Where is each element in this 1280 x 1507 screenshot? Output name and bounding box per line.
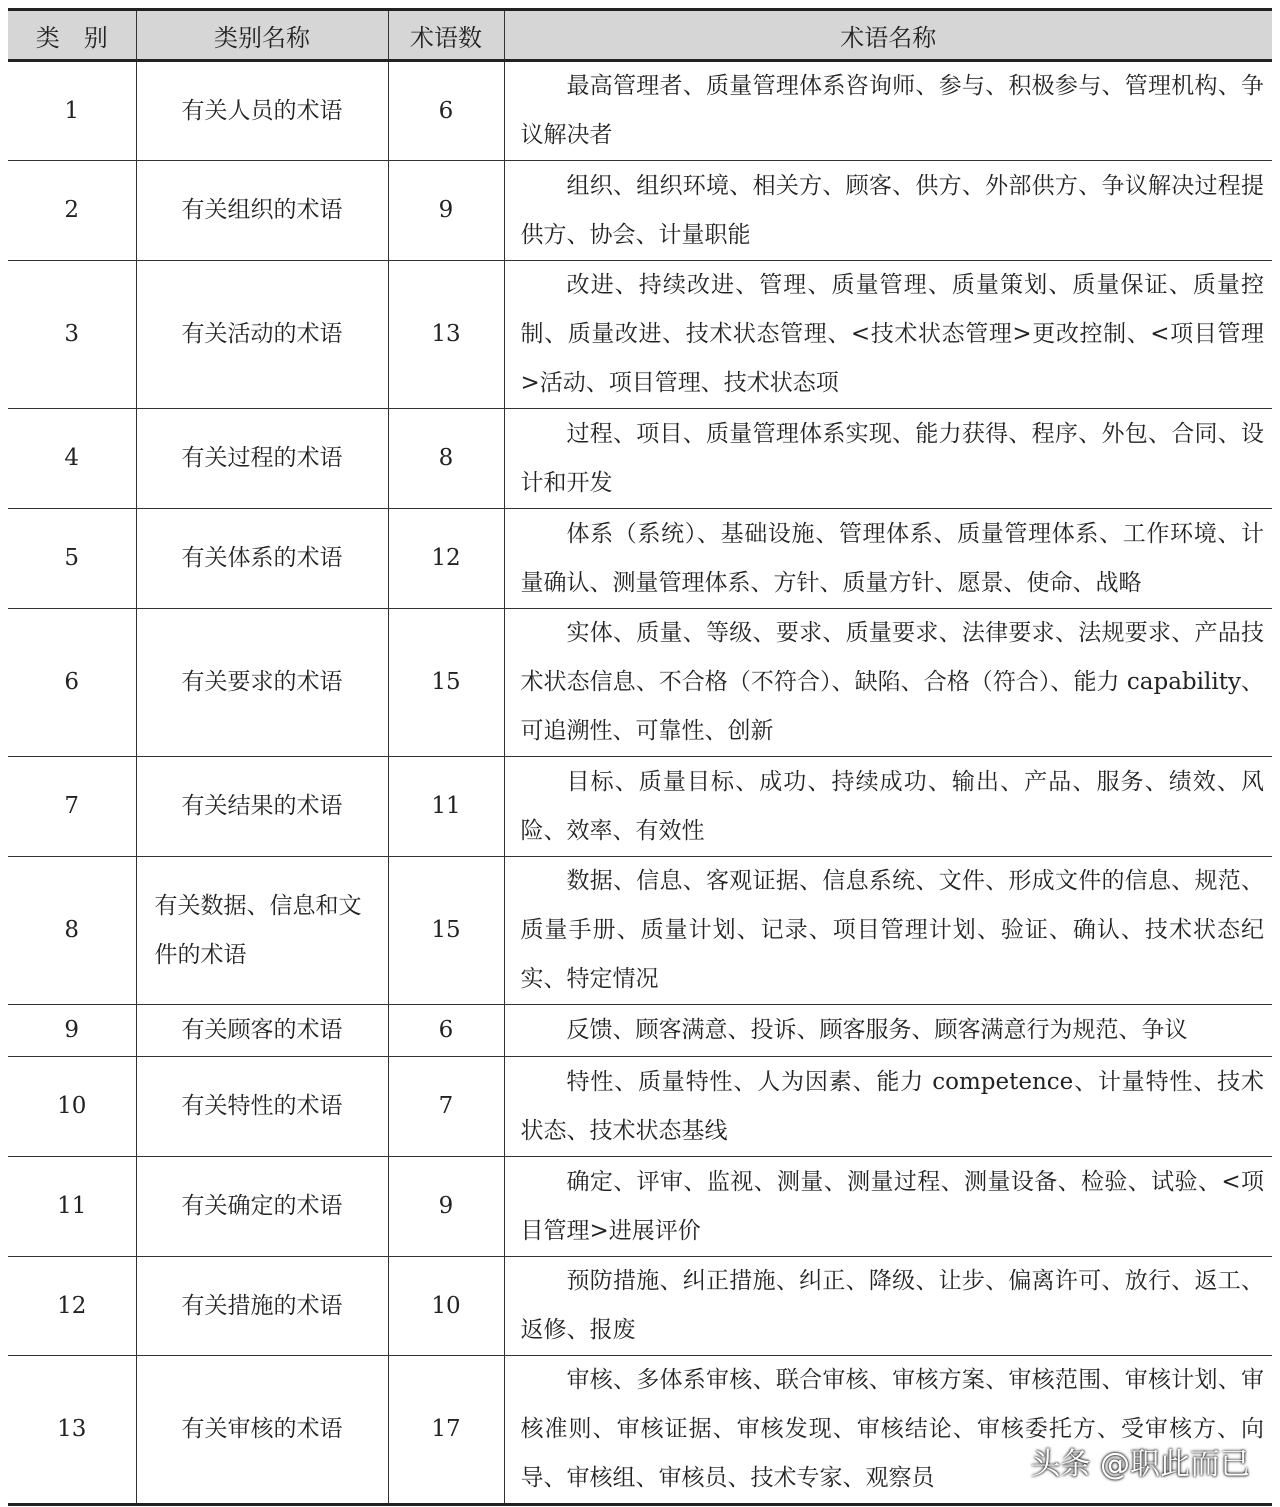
term-count-cell: 6 (388, 61, 504, 161)
category-name-cell: 有关人员的术语 (136, 61, 388, 161)
terms-table (8, 8, 1272, 1506)
term-count-cell: 10 (388, 1257, 504, 1356)
term-names-cell: 最高管理者、质量管理体系咨询师、参与、积极参与、管理机构、争议解决者 (504, 61, 1272, 161)
table-header-row (8, 10, 1272, 61)
term-names-cell: 数据、信息、客观证据、信息系统、文件、形成文件的信息、规范、质量手册、质量计划、记录、项目管理计划、验证、确认、技术状态纪实、特定情况 (504, 857, 1272, 1005)
term-count-cell: 13 (388, 261, 504, 409)
category-name-cell: 有关确定的术语 (136, 1157, 388, 1257)
category-name-cell: 有关数据、信息和文件的术语 (136, 857, 388, 1005)
table-row (8, 261, 1272, 409)
table-row (8, 409, 1272, 509)
watermark: 头条 @职此而已 (1030, 1447, 1250, 1482)
term-count-cell: 17 (388, 1356, 504, 1505)
category-no-cell: 11 (8, 1157, 136, 1257)
category-name-cell: 有关过程的术语 (136, 409, 388, 509)
table-row (8, 61, 1272, 161)
term-names-cell: 特性、质量特性、人为因素、能力 competence、计量特性、技术状态、技术状态基线 (504, 1057, 1272, 1157)
term-names-cell: 审核、多体系审核、联合审核、审核方案、审核范围、审核计划、审核准则、审核证据、审核发现、审核结论、审核委托方、受审核方、向导、审核组、审核员、技术专家、观察员 (504, 1356, 1272, 1505)
category-name-cell: 有关审核的术语 (136, 1356, 388, 1505)
category-no-cell: 12 (8, 1257, 136, 1356)
term-names-cell: 目标、质量目标、成功、持续成功、输出、产品、服务、绩效、风险、效率、有效性 (504, 757, 1272, 857)
category-no-cell: 3 (8, 261, 136, 409)
category-no-cell: 7 (8, 757, 136, 857)
table-row (8, 1005, 1272, 1057)
category-name-cell: 有关结果的术语 (136, 757, 388, 857)
term-names-cell: 改进、持续改进、管理、质量管理、质量策划、质量保证、质量控制、质量改进、技术状态管理、<技术状态管理>更改控制、<项目管理>活动、项目管理、技术状态项 (504, 261, 1272, 409)
term-count-cell: 12 (388, 509, 504, 609)
term-count-cell: 6 (388, 1005, 504, 1057)
category-name-cell: 有关要求的术语 (136, 609, 388, 757)
category-name-cell: 有关措施的术语 (136, 1257, 388, 1356)
category-name-cell: 有关顾客的术语 (136, 1005, 388, 1057)
header-category-name: 类别名称 (136, 10, 388, 61)
term-names-cell: 确定、评审、监视、测量、测量过程、测量设备、检验、试验、<项目管理>进展评价 (504, 1157, 1272, 1257)
header-category-no: 类 别 (8, 10, 136, 61)
table-row (8, 609, 1272, 757)
table-row (8, 509, 1272, 609)
term-names-cell: 体系（系统）、基础设施、管理体系、质量管理体系、工作环境、计量确认、测量管理体系、方针、质量方针、愿景、使命、战略 (504, 509, 1272, 609)
term-count-cell: 15 (388, 609, 504, 757)
category-no-cell: 4 (8, 409, 136, 509)
category-name-cell: 有关组织的术语 (136, 161, 388, 261)
term-names-cell: 实体、质量、等级、要求、质量要求、法律要求、法规要求、产品技术状态信息、不合格（不符合）、缺陷、合格（符合）、能力 capability、可追溯性、可靠性、创新 (504, 609, 1272, 757)
term-names-cell: 反馈、顾客满意、投诉、顾客服务、顾客满意行为规范、争议 (504, 1005, 1272, 1057)
table-row (8, 857, 1272, 1005)
category-no-cell: 9 (8, 1005, 136, 1057)
category-name-cell: 有关特性的术语 (136, 1057, 388, 1157)
term-count-cell: 15 (388, 857, 504, 1005)
term-names-cell: 过程、项目、质量管理体系实现、能力获得、程序、外包、合同、设计和开发 (504, 409, 1272, 509)
term-names-cell: 预防措施、纠正措施、纠正、降级、让步、偏离许可、放行、返工、返修、报废 (504, 1257, 1272, 1356)
category-no-cell: 1 (8, 61, 136, 161)
category-name-cell: 有关活动的术语 (136, 261, 388, 409)
term-count-cell: 7 (388, 1057, 504, 1157)
table-row (8, 161, 1272, 261)
category-no-cell: 10 (8, 1057, 136, 1157)
term-count-cell: 9 (388, 161, 504, 261)
category-no-cell: 5 (8, 509, 136, 609)
table-row (8, 1057, 1272, 1157)
table-row (8, 1257, 1272, 1356)
category-no-cell: 13 (8, 1356, 136, 1505)
term-count-cell: 11 (388, 757, 504, 857)
table-row (8, 757, 1272, 857)
header-term-count: 术语数 (388, 10, 504, 61)
category-name-cell: 有关体系的术语 (136, 509, 388, 609)
category-no-cell: 2 (8, 161, 136, 261)
category-no-cell: 6 (8, 609, 136, 757)
header-term-names: 术语名称 (504, 10, 1272, 61)
term-names-cell: 组织、组织环境、相关方、顾客、供方、外部供方、争议解决过程提供方、协会、计量职能 (504, 161, 1272, 261)
category-no-cell: 8 (8, 857, 136, 1005)
term-count-cell: 9 (388, 1157, 504, 1257)
term-count-cell: 8 (388, 409, 504, 509)
table-row (8, 1157, 1272, 1257)
